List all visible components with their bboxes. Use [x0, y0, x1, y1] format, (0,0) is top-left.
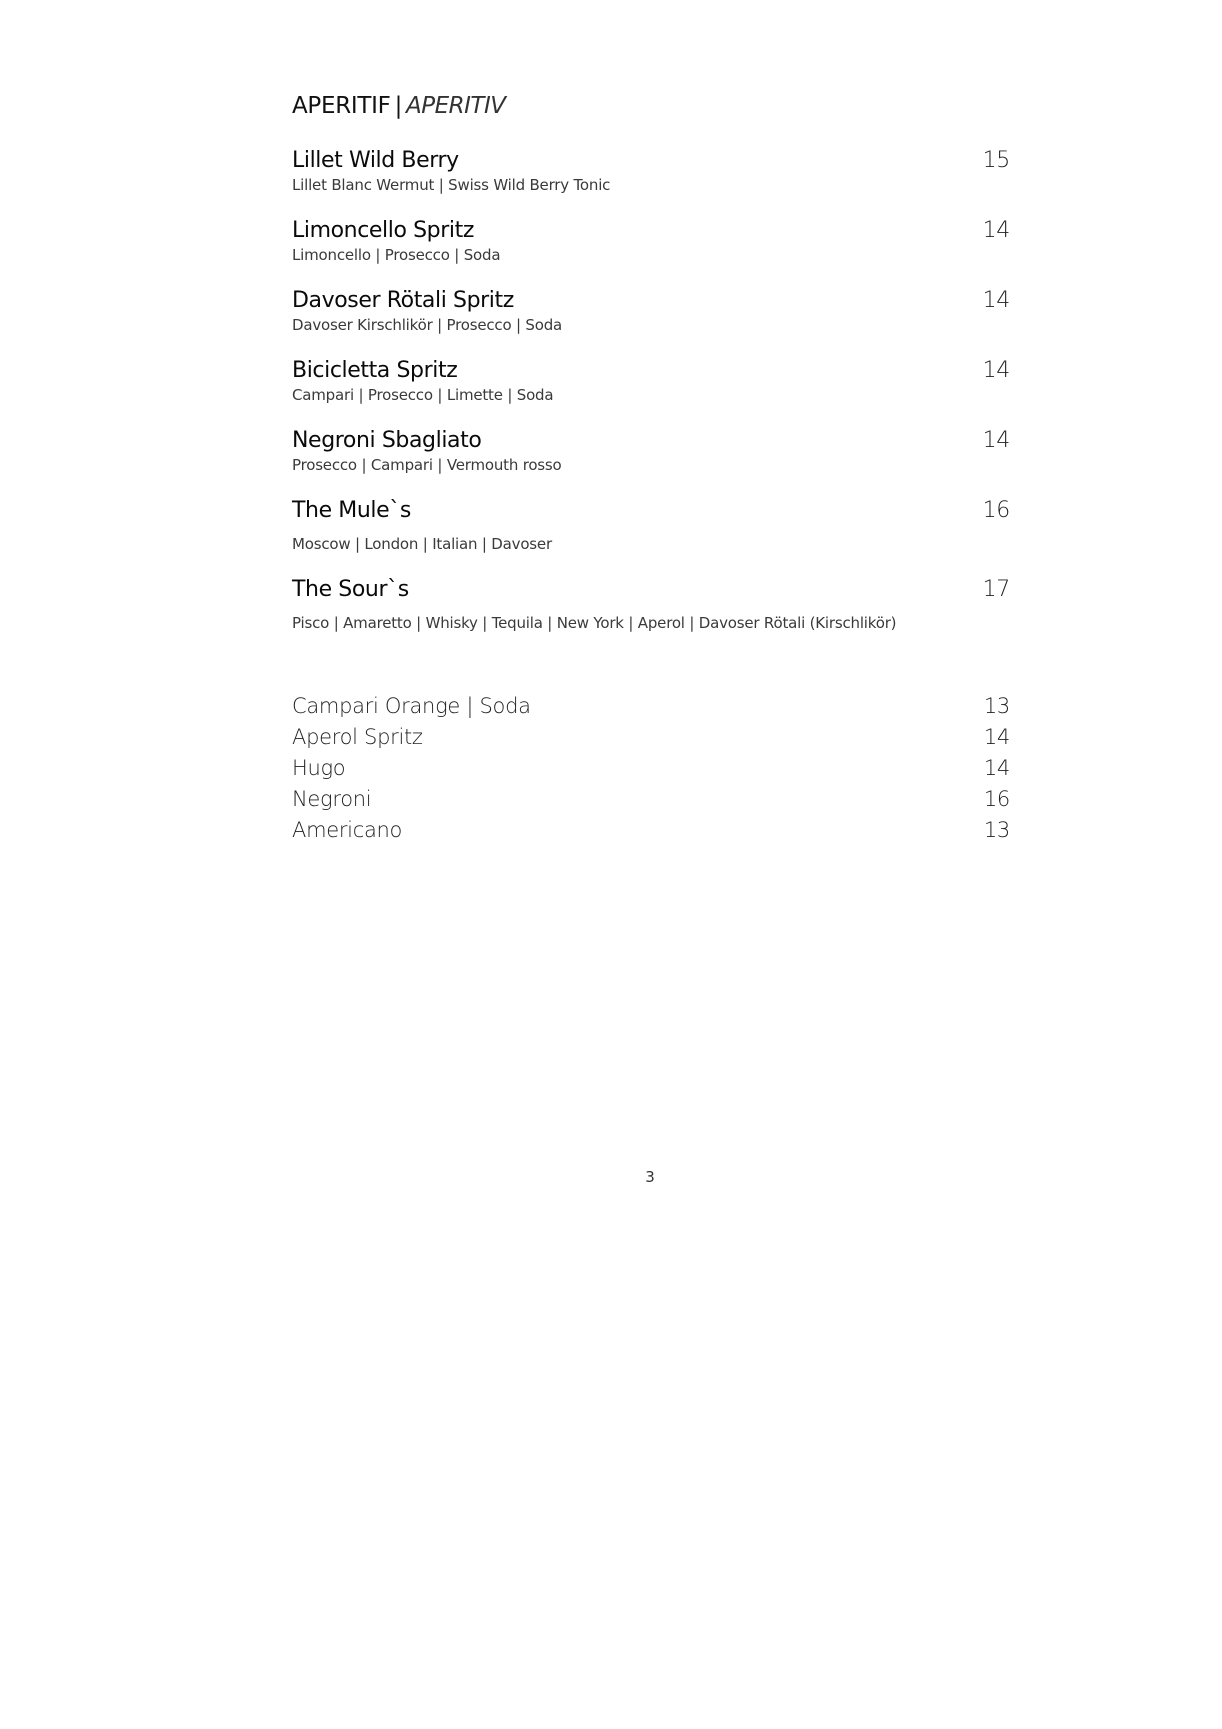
item-name: Bicicletta Spritz — [292, 358, 458, 383]
section-title-alt: APERITIV — [406, 93, 506, 119]
item-description: Pisco | Amaretto | Whisky | Tequila | New York | Aperol | Davoser Rötali (Kirschlikör) — [292, 614, 897, 632]
item-name: Davoser Rötali Spritz — [292, 288, 514, 313]
menu-item — [292, 357, 1010, 405]
section-heading — [292, 90, 1010, 122]
simple-item — [292, 815, 1010, 846]
item-name: The Sour`s — [292, 577, 409, 602]
item-description: Campari | Prosecco | Limette | Soda — [292, 386, 554, 404]
simple-item-name: Campari Orange | Soda — [292, 694, 531, 718]
menu-item — [292, 147, 1010, 195]
simple-list — [292, 691, 1010, 846]
simple-item-price: 13 — [983, 818, 1010, 842]
item-price: 17 — [982, 577, 1010, 602]
menu-item — [292, 287, 1010, 335]
item-description: Davoser Kirschlikör | Prosecco | Soda — [292, 316, 563, 334]
simple-item-name: Aperol Spritz — [292, 725, 423, 749]
simple-item — [292, 691, 1010, 722]
simple-item-price: 16 — [983, 787, 1010, 811]
title-separator: | — [394, 93, 403, 119]
section-title: APERITIF — [292, 93, 391, 119]
simple-item — [292, 753, 1010, 784]
item-price: 14 — [982, 218, 1010, 243]
simple-item — [292, 722, 1010, 753]
simple-item-name: Hugo — [292, 756, 346, 780]
item-description: Limoncello | Prosecco | Soda — [292, 246, 501, 264]
simple-item — [292, 784, 1010, 815]
menu-item — [292, 576, 1010, 633]
item-description: Prosecco | Campari | Vermouth rosso — [292, 456, 562, 474]
menu-item — [292, 217, 1010, 265]
item-name: Limoncello Spritz — [292, 218, 474, 243]
simple-item-name: Americano — [292, 818, 403, 842]
item-name: Lillet Wild Berry — [292, 148, 459, 173]
item-name: Negroni Sbagliato — [292, 428, 482, 453]
item-name: The Mule`s — [292, 498, 411, 523]
item-price: 15 — [982, 148, 1010, 173]
menu-item — [292, 427, 1010, 475]
menu-item — [292, 497, 1010, 554]
menu-content — [292, 90, 1010, 846]
simple-item-price: 13 — [983, 694, 1010, 718]
simple-item-price: 14 — [983, 725, 1010, 749]
simple-item-name: Negroni — [292, 787, 372, 811]
item-description: Moscow | London | Italian | Davoser — [292, 535, 552, 553]
item-description: Lillet Blanc Wermut | Swiss Wild Berry Tonic — [292, 176, 611, 194]
item-price: 14 — [982, 428, 1010, 453]
item-price: 14 — [982, 358, 1010, 383]
item-price: 16 — [982, 498, 1010, 523]
item-price: 14 — [982, 288, 1010, 313]
featured-list — [292, 147, 1010, 633]
simple-item-price: 14 — [983, 756, 1010, 780]
page-number: 3 — [645, 1168, 655, 1186]
